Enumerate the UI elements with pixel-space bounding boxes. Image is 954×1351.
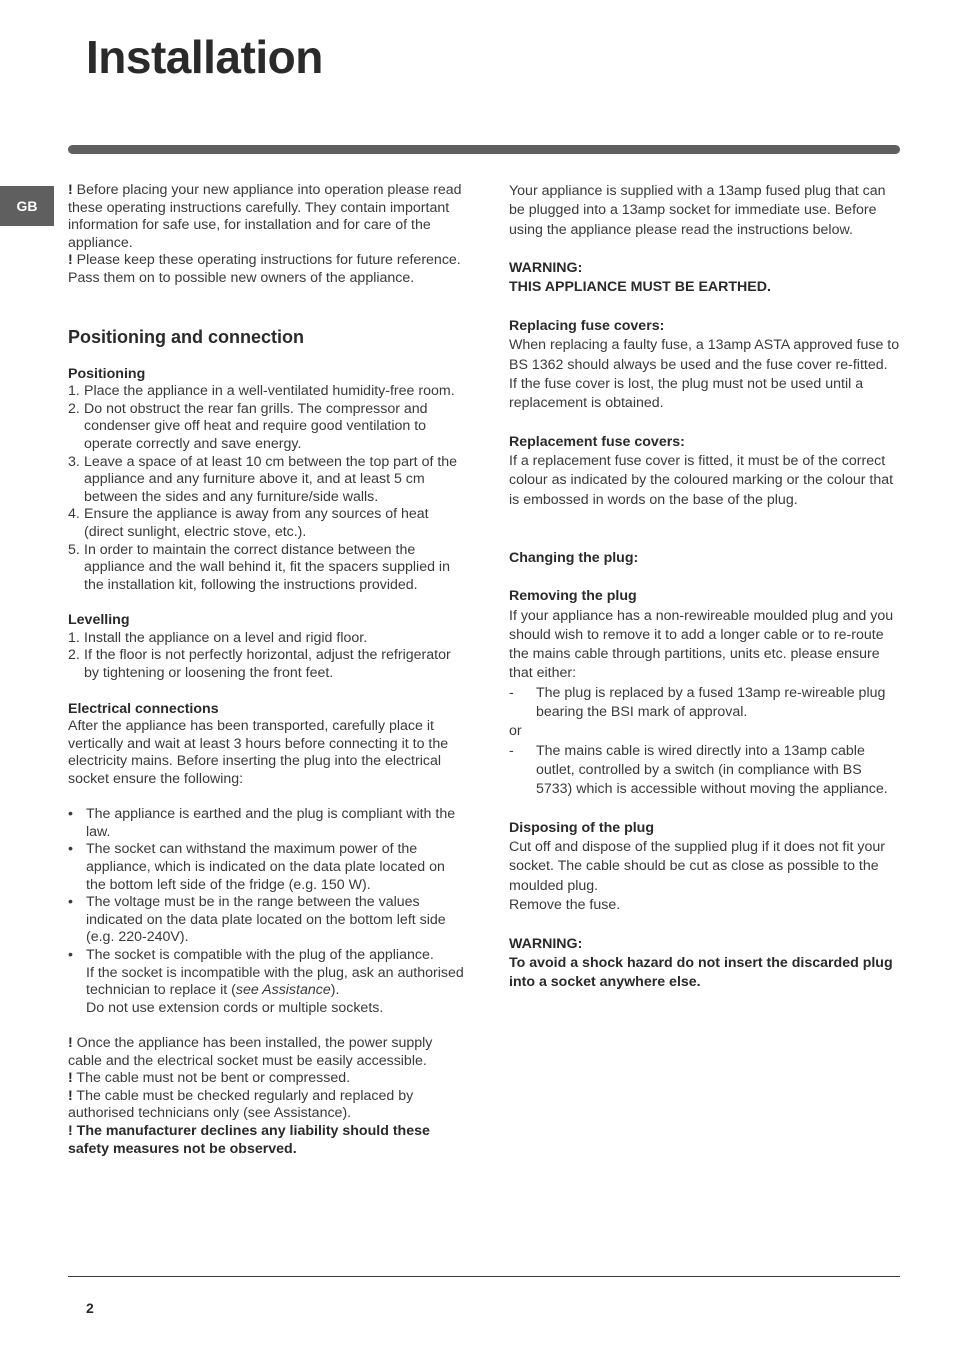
list-item: 1. Install the appliance on a level and rigid floor. [68,629,368,646]
list-item: 2. If the floor is not perfectly horizontal, adjust the refrigerator by tightening or loosening the front feet. [68,647,451,682]
language-tab: GB [0,186,54,226]
list-item: 2. Do not obstruct the rear fan grills. The compressor and condenser give off heat and require good ventilation to operate correctly and save energy. [68,400,428,452]
warning-note-1: ! Once the appliance has been installed, the power supply cable and the electrical socket must be easily accessible. [68,1034,433,1069]
replacement-heading: Replacement fuse covers: [509,433,685,450]
levelling-heading: Levelling [68,612,130,629]
extension-note: Do not use extension cords or multiple sockets. [86,999,384,1016]
header-divider [68,145,900,154]
or-text: or [509,723,522,740]
exclamation-icon: ! [68,1034,73,1051]
section-heading: Positioning and connection [68,326,304,347]
electrical-heading: Electrical connections [68,700,219,717]
warning-label: WARNING: [509,260,583,277]
intro-note-1: ! Before placing your new appliance into operation please read these operating instructions carefully. They contain important information for safe use, for installation and for care of the appliance. [68,182,462,251]
list-item: 3. Leave a space of at least 10 cm between the top part of the appliance and any furniture above it, and at least 5 cm between the sides and any furniture/side walls. [68,453,458,505]
disposing-heading: Disposing of the plug [509,819,655,836]
replacing-text: When replacing a faulty fuse, a 13amp ASTA approved fuse to BS 1362 should always be used and the fuse cover re-fitted. [509,337,900,373]
exclamation-icon: ! [68,1122,73,1139]
warning-note-2: ! The cable must not be bent or compressed. [68,1070,351,1087]
positioning-list [68,383,464,594]
intro-note-2: ! Please keep these operating instructions for future reference. Pass them on to possible new owners of the appliance. [68,252,461,286]
electrical-checklist [68,806,464,1017]
liability-warning: ! The manufacturer declines any liability should these safety measures not be observed. [68,1122,430,1157]
changing-heading: Changing the plug: [509,549,639,566]
disposing-text: Cut off and dispose of the supplied plug if it does not fit your socket. The cable should be cut as close as possible to the moulded plug. [509,839,885,894]
plug-intro: Your appliance is supplied with a 13amp fused plug that can be plugged into a 13amp socket for immediate use. Before using the appliance please read the instructions below. [509,183,886,238]
socket-note: If the socket is incompatible with the plug, ask an authorised technician to replace it (see Assistance). [86,964,464,999]
earthed-warning: THIS APPLIANCE MUST BE EARTHED. [509,279,771,296]
replacement-text: If a replacement fuse cover is fitted, it must be of the correct colour as indicated by the coloured marking or the colour that is embossed in words on the base of the plug. [509,453,894,508]
exclamation-icon: ! [68,182,73,198]
remove-fuse-text: Remove the fuse. [509,896,621,913]
list-item: • The socket is compatible with the plug of the appliance. If the socket is incompatible with the plug, ask an authorised technician to replace it (see Assistance). Do not use extension cords or multiple sockets. [68,946,464,1016]
removing-heading: Removing the plug [509,588,637,605]
positioning-heading: Positioning [68,365,146,382]
list-item: • The socket can withstand the maximum power of the appliance, which is indicated on the data plate located on the bottom left side of the fridge (e.g. 150 W). [68,841,445,893]
exclamation-icon: ! [68,252,73,269]
replacing-heading: Replacing fuse covers: [509,318,665,335]
list-item: • The voltage must be in the range between the values indicated on the data plate located on the bottom left side (e.g. 220-240V). [68,894,446,946]
list-item: 5. In order to maintain the correct distance between the appliance and the wall behind it, fit the spacers supplied in the installation kit, following the instructions provided. [68,541,450,593]
shock-warning: To avoid a shock hazard do not insert the discarded plug into a socket anywhere else. [509,954,893,991]
right-column [509,182,901,992]
plug-option-2: - The mains cable is wired directly into a 13amp cable outlet, controlled by a switch (in compliance with BS 5733) which is accessible without moving the appliance. [509,742,888,798]
page-title: Installation [86,31,323,83]
footer-divider [68,1276,900,1277]
removing-text: If your appliance has a non-rewireable moulded plug and you should wish to remove it to add a longer cable or to re-route the mains cable through partitions, units etc. please ensure that either: [509,607,894,682]
plug-option-1: - The plug is replaced by a fused 13amp re-wireable plug bearing the BSI mark of approval. [509,684,886,721]
electrical-intro: After the appliance has been transported, carefully place it vertically and wait at least 3 hours before connecting it to the electricity mains. Before inserting the plug into the electrical socket ensure the following: [68,718,449,788]
exclamation-icon: ! [68,1087,73,1104]
warning-note-3: ! The cable must be checked regularly and replaced by authorised technicians only (see Assistance). [68,1087,414,1122]
replacing-text-2: If the fuse cover is lost, the plug must not be used until a replacement is obtained. [509,375,864,412]
warning-label-2: WARNING: [509,935,583,952]
levelling-list [68,630,464,683]
list-item: • The appliance is earthed and the plug is compliant with the law. [68,806,456,840]
list-item: 4. Ensure the appliance is away from any sources of heat (direct sunlight, electric stove, etc.). [68,506,429,540]
exclamation-icon: ! [68,1070,73,1087]
list-item: 1. Place the appliance in a well-ventilated humidity-free room. [68,383,455,400]
page-number: 2 [86,1300,94,1316]
left-column [68,182,464,1158]
